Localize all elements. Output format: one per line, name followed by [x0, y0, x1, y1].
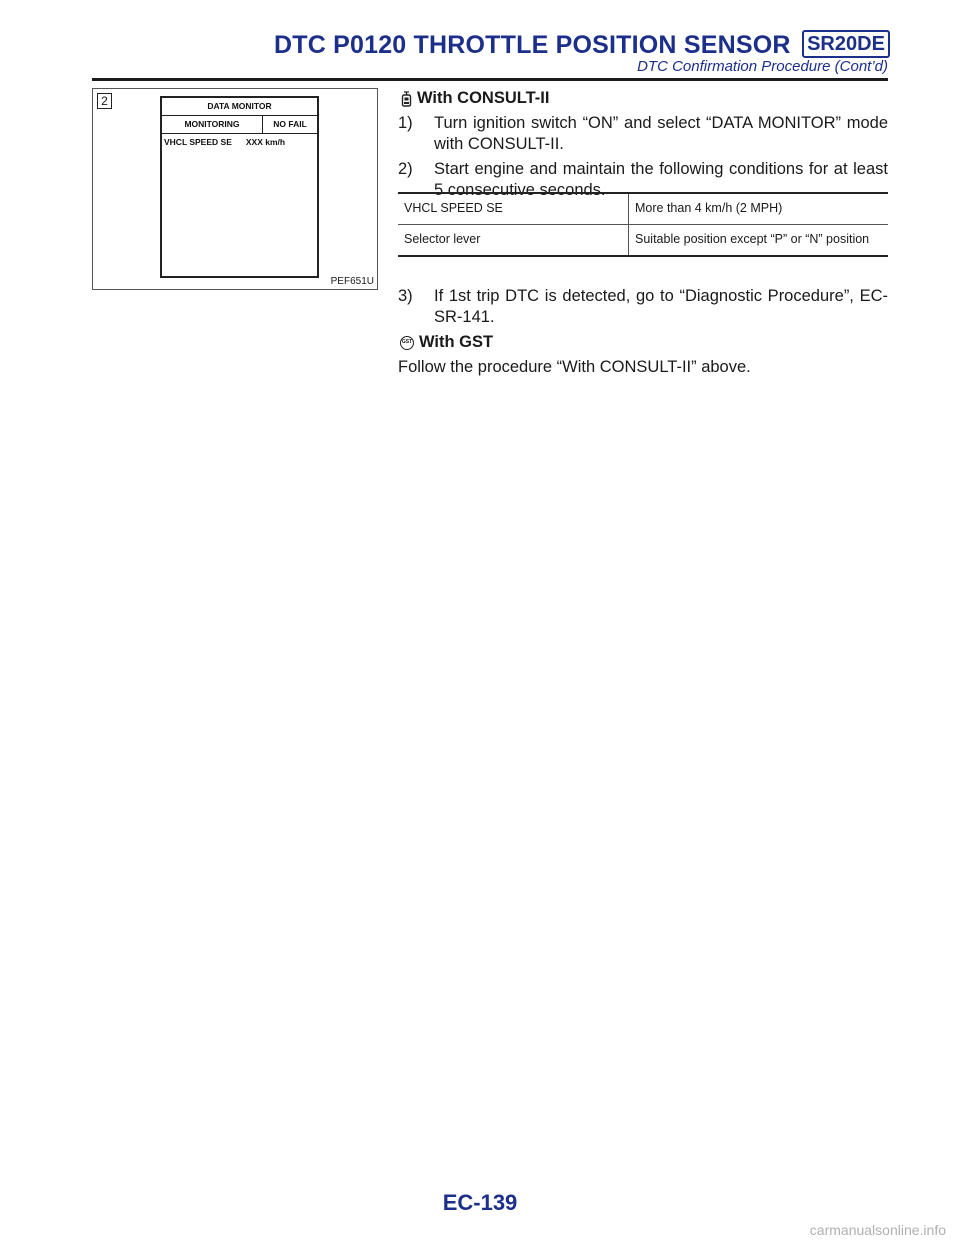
step-3-text: If 1st trip DTC is detected, go to “Diagnostic Procedure”, EC-SR-141.: [434, 287, 888, 326]
condition-item: Selector lever: [398, 225, 629, 257]
gst-text: Follow the procedure “With CONSULT-II” above.: [398, 358, 751, 376]
step-1: [398, 113, 888, 155]
consult-tool-icon: [401, 91, 412, 106]
step-1-text: Turn ignition switch “ON” and select “DATA MONITOR” mode with CONSULT-II.: [434, 114, 888, 153]
page-title: DTC P0120 THROTTLE POSITION SENSOR: [274, 31, 791, 59]
monitor-status-value: NO FAIL: [273, 119, 307, 129]
step-2-text: Start engine and maintain the following conditions for at least 5 consecutive seconds.: [434, 160, 888, 199]
gst-heading-text: With GST: [419, 333, 494, 351]
monitor-status-label: MONITORING: [162, 116, 263, 133]
monitor-status-row: [162, 116, 317, 134]
data-monitor-screen: [160, 96, 319, 278]
procedure-continued: [398, 286, 888, 378]
condition-value: Suitable position except “P” or “N” position: [629, 225, 889, 257]
consult-screen-figure: [92, 88, 378, 290]
condition-item: VHCL SPEED SE: [398, 193, 629, 225]
page-number: EC-139: [442, 1190, 518, 1215]
monitor-title: DATA MONITOR: [162, 98, 317, 116]
step-2-number: 2): [398, 160, 413, 178]
figure-code: PEF651U: [330, 276, 374, 287]
condition-value: More than 4 km/h (2 MPH): [629, 193, 889, 225]
engine-code-badge: SR20DE: [802, 30, 890, 58]
consult-heading: [398, 88, 888, 109]
monitor-item-label: VHCL SPEED SE: [164, 137, 232, 147]
step-3: [398, 286, 888, 328]
gst-tool-icon: GST: [400, 336, 414, 350]
monitor-item-value: XXX km/h: [245, 137, 286, 147]
consult-section: [398, 88, 888, 201]
watermark: carmanualsonline.info: [809, 1222, 946, 1238]
figure-number: 2: [97, 93, 112, 109]
page-subtitle: DTC Confirmation Procedure (Cont’d): [637, 58, 888, 75]
table-row: [398, 225, 888, 257]
step-3-number: 3): [398, 287, 413, 305]
table-row: [398, 193, 888, 225]
consult-heading-text: With CONSULT-II: [417, 89, 550, 107]
header-divider: [92, 78, 888, 81]
conditions-table: [398, 192, 888, 257]
gst-heading: [398, 332, 888, 353]
monitor-item-row: [162, 134, 317, 147]
step-1-number: 1): [398, 114, 413, 132]
